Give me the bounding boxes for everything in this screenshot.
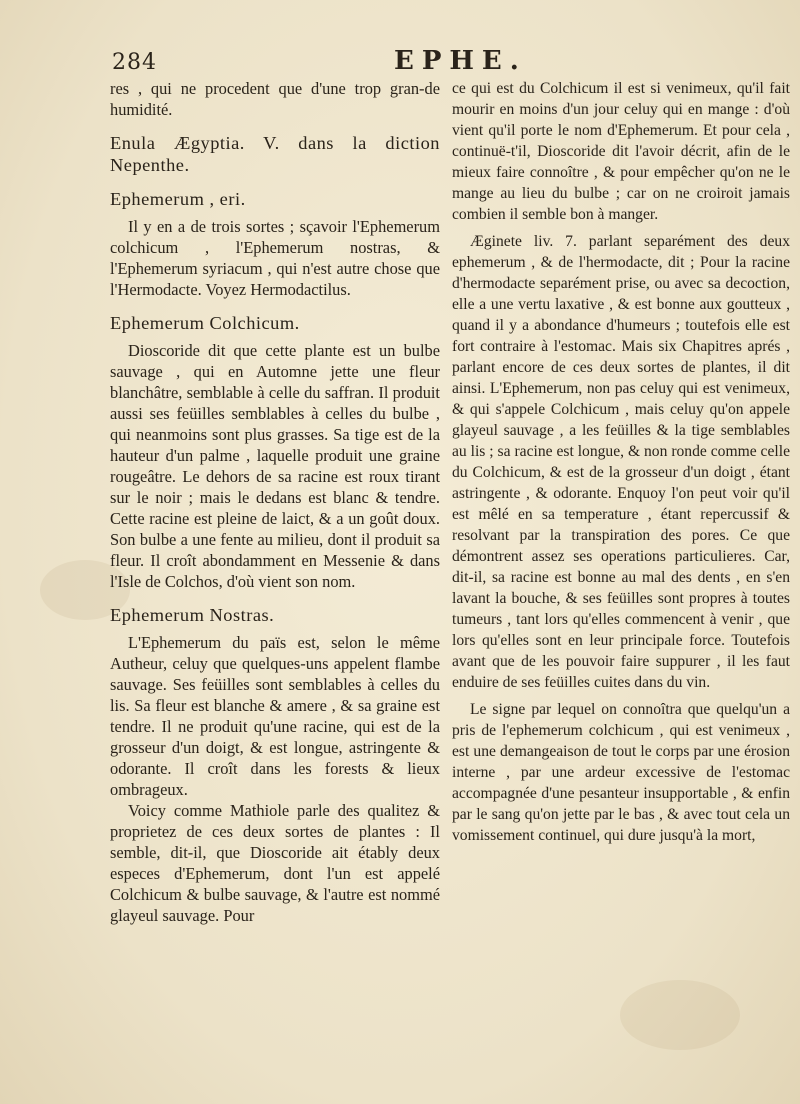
entry-heading-colchicum: Ephemerum Colchicum.	[110, 313, 300, 333]
page-header	[112, 46, 792, 80]
paragraph: Æginete liv. 7. parlant separément des deux ephemerum , & de l'hermodacte, dit ; Pour la racine d'hermodacte separément prise, ou avec sa decoction, elle a une vertu laxative , & est bonne aux goutteux , quand il y a abondance d'humeurs ; toutefois elle est fort contraire à l'estomac. Mais six Chapitres aprés , parlant encore de ces deux sortes de plantes, il dit ainsi. L'Ephemerum, non pas celuy qui est venimeux, & qui s'appele Colchicum , mais celuy qu'on appele glayeul sauvage , a les feüilles & la tige semblables au lis ; sa racine est longue, & non ronde comme celle du Colchicum, & est de la grosseur d'un doigt , étant astringente , & odorante. Enquoy l'on peut voir qu'il est mêlé en sa temperature , étant repercussif & resolvant par la transpiration des pores. Ce que démontrent assez ses operations particulieres. Car, dit-il, sa racine est bonne au mal des dents , en s'en lavant la bouche, & ses feüilles sont propres à toutes tumeurs , tant lors qu'elles commencent à venir , que lors qu'elles sont en leur principale force. Toutefois avant que de les pouvoir faire suppurer , il les faut enduire de ses feüilles cuites dans du vin.	[452, 233, 790, 691]
paper-stain	[620, 980, 740, 1050]
running-title: EPHE.	[394, 46, 527, 76]
paragraph: ce qui est du Colchicum il est si venimeux, qu'il fait mourir en moins d'un jour celuy qui en mange : d'où vient qu'il porte le nom d'Ephemerum. Et pour cela , continuë-t'il, Dioscoride dit l'avoir décrit, afin de le mieux faire connoître , & pour empêcher qu'on ne le mange au lieu du bulbe ; car on ne croiroit jamais combien il semble bon à manger.	[452, 80, 790, 223]
paragraph: L'Ephemerum du païs est, selon le même Autheur, celuy que quelques-uns appelent flambe sauvage. Ses feüilles sont semblables à celles du lis. Sa fleur est blanche & amere , & sa graine est tendre. Il ne produit qu'une racine, qui est de la grosseur d'un doigt, & est longue, astringente & odorante. Il croît dans les forests & lieux ombrageux.	[110, 633, 440, 799]
page-number: 284	[112, 50, 157, 75]
left-column	[110, 78, 440, 926]
entry-heading-nostras: Ephemerum Nostras.	[110, 605, 275, 625]
continued-text: res , qui ne procedent que d'une trop gran-de humidité.	[110, 79, 440, 119]
paragraph: Voicy comme Mathiole parle des qualitez & proprietez de ces deux sortes de plantes : Il semble, dit-il, que Dioscoride ait étably deux especes d'Ephemerum, dont l'un est appelé Colchicum & bulbe sauvage, & l'autre est nommé glayeul sauvage. Pour	[110, 801, 440, 925]
paragraph: Il y en a de trois sortes ; sçavoir l'Ephemerum colchicum , l'Ephemerum nostras, & l'Ephemerum syriacum , qui n'est autre chose que l'Hermodacte. Voyez Hermodactilus.	[110, 217, 440, 299]
entry-heading-ephemerum: Ephemerum , eri.	[110, 189, 246, 209]
paragraph: Le signe par lequel on connoîtra que quelqu'un a pris de l'ephemerum colchicum , qui est venimeux , est une demangeaison de tout le corps par une érosion interne , par une ardeur excessive de l'estomac accompagnée d'une pesanteur insupportable , & enfin par le sang qu'on jette par le bas , & avec tout cela un vomissement continuel, qui dure jusqu'à la mort,	[452, 701, 790, 844]
right-column	[452, 78, 790, 846]
entry-heading-enula: Enula Ægyptia. V. dans la diction Nepenthe.	[110, 133, 440, 175]
paragraph: Dioscoride dit que cette plante est un bulbe sauvage , qui en Automne jette une fleur blanchâtre, semblable à celle du saffran. Il produit aussi ses feüilles semblables à celles du bulbe , qui neanmoins sont plus grasses. Sa tige est de la hauteur d'un palme , laquelle produit une graine rougeâtre. Le dehors de sa racine est roux tirant sur le noir ; mais le dedans est blanc & tendre. Cette racine est pleine de laict, & a un goût doux. Son bulbe a une fente au milieu, dont il produit sa fleur. Il croît abondamment en Messenie & dans l'Isle de Colchos, d'où vient son nom.	[110, 341, 440, 591]
